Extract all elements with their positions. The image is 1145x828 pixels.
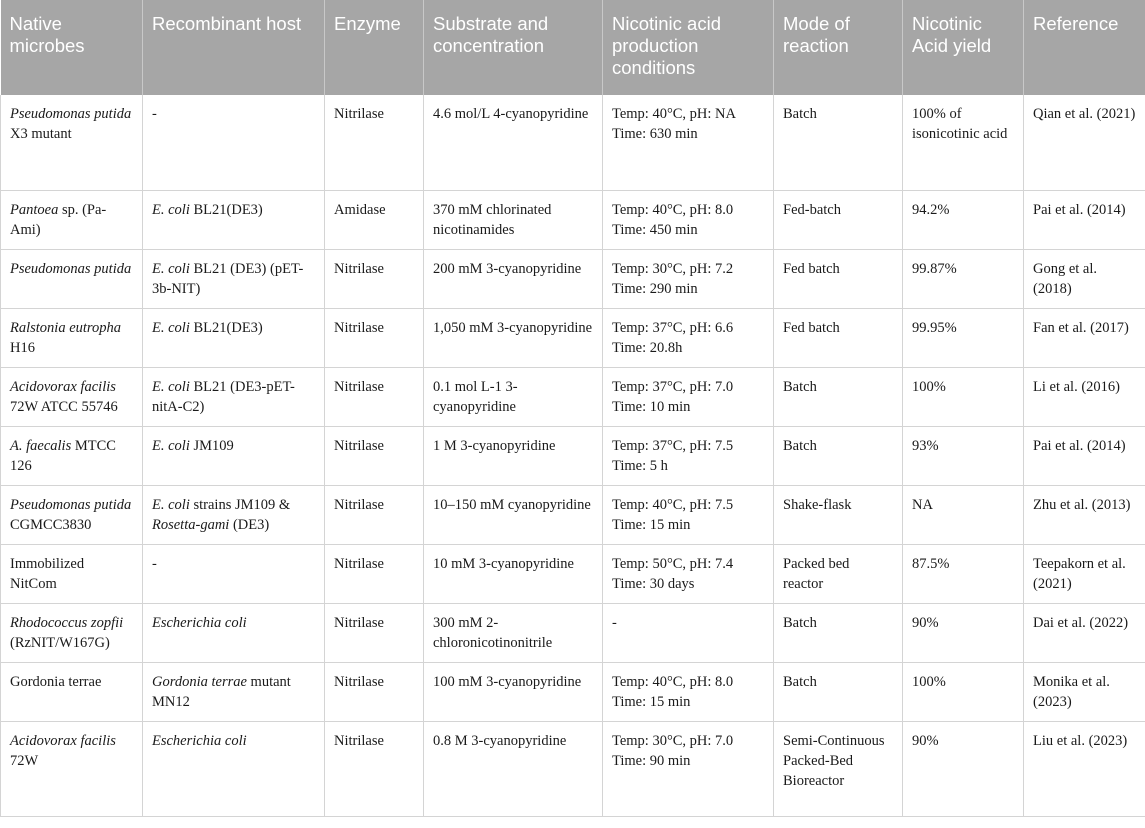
cell-enzyme: Nitrilase xyxy=(325,249,424,308)
microbe-plain: sp. (Pa-Ami) xyxy=(10,201,107,238)
cell-substrate: 10–150 mM cyanopyridine xyxy=(424,485,603,544)
header-mode: Mode of reaction xyxy=(774,0,903,95)
microbe-italic: A. faecalis xyxy=(10,437,72,454)
header-recombinant-host: Recombinant host xyxy=(143,0,325,95)
cell-native-microbe xyxy=(1,95,143,190)
microbe-plain: (RzNIT/W167G) xyxy=(10,634,110,651)
cell-conditions xyxy=(603,603,774,662)
cell-recombinant-host xyxy=(143,485,325,544)
cell-native-microbe xyxy=(1,544,143,603)
cell-reference: Pai et al. (2014) xyxy=(1024,190,1145,249)
cell-recombinant-host xyxy=(143,603,325,662)
cell-substrate: 0.8 M 3-cyanopyridine xyxy=(424,721,603,816)
host-plain: - xyxy=(152,106,157,122)
cell-yield: 87.5% xyxy=(903,544,1024,603)
cell-recombinant-host xyxy=(143,249,325,308)
cell-enzyme: Nitrilase xyxy=(325,662,424,721)
table-row xyxy=(1,367,1145,426)
microbe-italic: Pseudomonas putida xyxy=(10,496,132,513)
microbe-plain: 72W ATCC 55746 xyxy=(10,398,118,415)
table-row xyxy=(1,308,1145,367)
cell-reference: Liu et al. (2023) xyxy=(1024,721,1145,816)
host-italic: E. coli xyxy=(152,437,190,454)
host-italic: Gordonia terrae xyxy=(152,673,247,690)
cell-yield: 90% xyxy=(903,721,1024,816)
host-plain: BL21 (DE3) (pET-3b-NIT) xyxy=(152,260,304,297)
cell-substrate: 0.1 mol L-1 3-cyanopyridine xyxy=(424,367,603,426)
table-row xyxy=(1,721,1145,816)
cell-mode: Fed-batch xyxy=(774,190,903,249)
cell-native-microbe xyxy=(1,308,143,367)
cell-substrate: 1 M 3-cyanopyridine xyxy=(424,426,603,485)
condition-time: Time: 15 min xyxy=(612,693,691,710)
cell-conditions xyxy=(603,249,774,308)
cell-substrate: 300 mM 2-chloronicotinonitrile xyxy=(424,603,603,662)
cell-recombinant-host xyxy=(143,95,325,190)
condition-time: Time: 10 min xyxy=(612,398,691,415)
cell-yield: 99.95% xyxy=(903,308,1024,367)
host-italic: E. coli xyxy=(152,496,190,513)
cell-recombinant-host xyxy=(143,544,325,603)
cell-yield: 100% xyxy=(903,367,1024,426)
cell-recombinant-host xyxy=(143,721,325,816)
cell-recombinant-host xyxy=(143,190,325,249)
cell-conditions xyxy=(603,367,774,426)
cell-conditions xyxy=(603,308,774,367)
host-plain: - xyxy=(152,555,157,572)
table-row xyxy=(1,95,1145,190)
cell-yield: 99.87% xyxy=(903,249,1024,308)
host-italic: E. coli xyxy=(152,260,190,277)
cell-reference: Zhu et al. (2013) xyxy=(1024,485,1145,544)
cell-native-microbe xyxy=(1,662,143,721)
cell-enzyme: Nitrilase xyxy=(325,367,424,426)
table-header-row xyxy=(1,0,1145,95)
microbe-italic: Acidovorax facilis xyxy=(10,732,116,749)
host-italic: Escherichia coli xyxy=(152,614,247,631)
cell-native-microbe xyxy=(1,603,143,662)
header-conditions: Nicotinic acid production conditions xyxy=(603,0,774,95)
host-plain: JM109 xyxy=(189,437,234,454)
host-plain: strains JM109 & xyxy=(189,496,291,513)
condition-temp-ph: Temp: 37°C, pH: 6.6 xyxy=(612,319,734,336)
cell-native-microbe xyxy=(1,249,143,308)
condition-temp-ph: Temp: 40°C, pH: 8.0 xyxy=(612,673,734,690)
condition-temp-ph: Temp: 40°C, pH: 8.0 xyxy=(612,201,734,218)
cell-yield: 93% xyxy=(903,426,1024,485)
cell-reference: Teepakorn et al. (2021) xyxy=(1024,544,1145,603)
cell-mode: Batch xyxy=(774,95,903,190)
table-row xyxy=(1,544,1145,603)
table-row xyxy=(1,603,1145,662)
microbe-italic: Ralstonia eutropha xyxy=(10,319,122,336)
header-yield: Nicotinic Acid yield xyxy=(903,0,1024,95)
condition-time: Time: 30 days xyxy=(612,575,695,592)
host-plain: mutant MN12 xyxy=(152,673,291,710)
cell-conditions xyxy=(603,190,774,249)
cell-enzyme: Nitrilase xyxy=(325,426,424,485)
cell-yield: 94.2% xyxy=(903,190,1024,249)
condition-time: Time: 90 min xyxy=(612,752,691,769)
cell-recombinant-host xyxy=(143,662,325,721)
cell-enzyme: Nitrilase xyxy=(325,95,424,190)
cell-mode: Batch xyxy=(774,367,903,426)
cell-substrate: 200 mM 3-cyanopyridine xyxy=(424,249,603,308)
microbe-plain: MTCC 126 xyxy=(10,437,116,474)
header-native-microbes: Native microbes xyxy=(1,0,143,95)
cell-mode: Shake-flask xyxy=(774,485,903,544)
cell-mode: Batch xyxy=(774,426,903,485)
microbe-plain: H16 xyxy=(10,339,35,356)
cell-recombinant-host xyxy=(143,308,325,367)
cell-yield: NA xyxy=(903,485,1024,544)
cell-native-microbe xyxy=(1,190,143,249)
condition-time: Time: 20.8h xyxy=(612,339,683,356)
cell-native-microbe xyxy=(1,485,143,544)
condition-time: Time: 450 min xyxy=(612,221,698,238)
cell-reference: Pai et al. (2014) xyxy=(1024,426,1145,485)
condition-temp-ph: Temp: 50°C, pH: 7.4 xyxy=(612,555,734,572)
cell-conditions xyxy=(603,662,774,721)
cell-enzyme: Nitrilase xyxy=(325,721,424,816)
cell-enzyme: Nitrilase xyxy=(325,308,424,367)
table-row xyxy=(1,426,1145,485)
cell-substrate: 4.6 mol/L 4-cyanopyridine xyxy=(424,95,603,190)
cell-conditions xyxy=(603,485,774,544)
host-italic-2: Rosetta-gami xyxy=(152,516,230,533)
cell-reference: Qian et al. (2021) xyxy=(1024,95,1145,190)
microbe-italic: Rhodococcus zopfii xyxy=(10,614,124,631)
cell-reference: Li et al. (2016) xyxy=(1024,367,1145,426)
microbe-italic: Pseudomonas putida xyxy=(10,106,132,122)
host-italic: E. coli xyxy=(152,319,190,336)
cell-native-microbe xyxy=(1,367,143,426)
condition-temp-ph: Temp: 37°C, pH: 7.5 xyxy=(612,437,734,454)
cell-native-microbe xyxy=(1,426,143,485)
cell-substrate: 100 mM 3-cyanopyridine xyxy=(424,662,603,721)
condition-temp-ph: Temp: 30°C, pH: 7.0 xyxy=(612,732,734,749)
table-row xyxy=(1,190,1145,249)
condition-temp-ph: Temp: 30°C, pH: 7.2 xyxy=(612,260,734,277)
cell-conditions xyxy=(603,95,774,190)
condition-temp-ph: Temp: 37°C, pH: 7.0 xyxy=(612,378,734,395)
microbe-italic: Acidovorax facilis xyxy=(10,378,116,395)
cell-substrate: 370 mM chlorinated nicotinamides xyxy=(424,190,603,249)
cell-reference: Gong et al. (2018) xyxy=(1024,249,1145,308)
cell-mode: Fed batch xyxy=(774,308,903,367)
cell-mode: Fed batch xyxy=(774,249,903,308)
cell-yield: 100% xyxy=(903,662,1024,721)
cell-reference: Dai et al. (2022) xyxy=(1024,603,1145,662)
header-reference: Reference xyxy=(1024,0,1145,95)
condition-temp-ph: - xyxy=(612,614,617,631)
cell-conditions xyxy=(603,544,774,603)
condition-time: Time: 5 h xyxy=(612,457,668,474)
header-substrate: Substrate and concentration xyxy=(424,0,603,95)
cell-yield: 100% of isonicotinic acid xyxy=(903,95,1024,190)
cell-mode: Batch xyxy=(774,662,903,721)
cell-reference: Fan et al. (2017) xyxy=(1024,308,1145,367)
cell-enzyme: Amidase xyxy=(325,190,424,249)
cell-substrate: 1,050 mM 3-cyanopyridine xyxy=(424,308,603,367)
host-plain: BL21(DE3) xyxy=(189,201,263,218)
host-italic: E. coli xyxy=(152,201,190,218)
cell-mode: Batch xyxy=(774,603,903,662)
table-row xyxy=(1,662,1145,721)
cell-native-microbe xyxy=(1,721,143,816)
microbe-plain: 72W xyxy=(10,752,39,769)
condition-temp-ph: Temp: 40°C, pH: NA xyxy=(612,106,737,122)
microbe-plain: Immobilized NitCom xyxy=(10,555,85,592)
cell-enzyme: Nitrilase xyxy=(325,603,424,662)
microbe-plain: X3 mutant xyxy=(10,126,72,142)
header-enzyme: Enzyme xyxy=(325,0,424,95)
condition-time: Time: 15 min xyxy=(612,516,691,533)
cell-mode: Semi-Continuous Packed-Bed Bioreactor xyxy=(774,721,903,816)
microbe-italic: Pseudomonas putida xyxy=(10,260,132,277)
cell-recombinant-host xyxy=(143,426,325,485)
cell-yield: 90% xyxy=(903,603,1024,662)
table-row xyxy=(1,249,1145,308)
condition-time: Time: 630 min xyxy=(612,126,698,142)
microbe-plain: CGMCC3830 xyxy=(10,516,92,533)
condition-time: Time: 290 min xyxy=(612,280,698,297)
condition-temp-ph: Temp: 40°C, pH: 7.5 xyxy=(612,496,734,513)
cell-enzyme: Nitrilase xyxy=(325,544,424,603)
cell-mode: Packed bed reactor xyxy=(774,544,903,603)
microbe-italic: Pantoea xyxy=(10,201,59,218)
microbe-plain: Gordonia terrae xyxy=(10,673,102,690)
host-plain: BL21 (DE3-pET-nitA-C2) xyxy=(152,378,295,415)
table-row xyxy=(1,485,1145,544)
host-italic: E. coli xyxy=(152,378,190,395)
host-plain-2: (DE3) xyxy=(229,516,270,533)
cell-conditions xyxy=(603,721,774,816)
cell-reference: Monika et al. (2023) xyxy=(1024,662,1145,721)
cell-conditions xyxy=(603,426,774,485)
table-body xyxy=(1,95,1145,816)
cell-enzyme: Nitrilase xyxy=(325,485,424,544)
host-italic: Escherichia coli xyxy=(152,732,247,749)
host-plain: BL21(DE3) xyxy=(189,319,263,336)
cell-recombinant-host xyxy=(143,367,325,426)
cell-substrate: 10 mM 3-cyanopyridine xyxy=(424,544,603,603)
